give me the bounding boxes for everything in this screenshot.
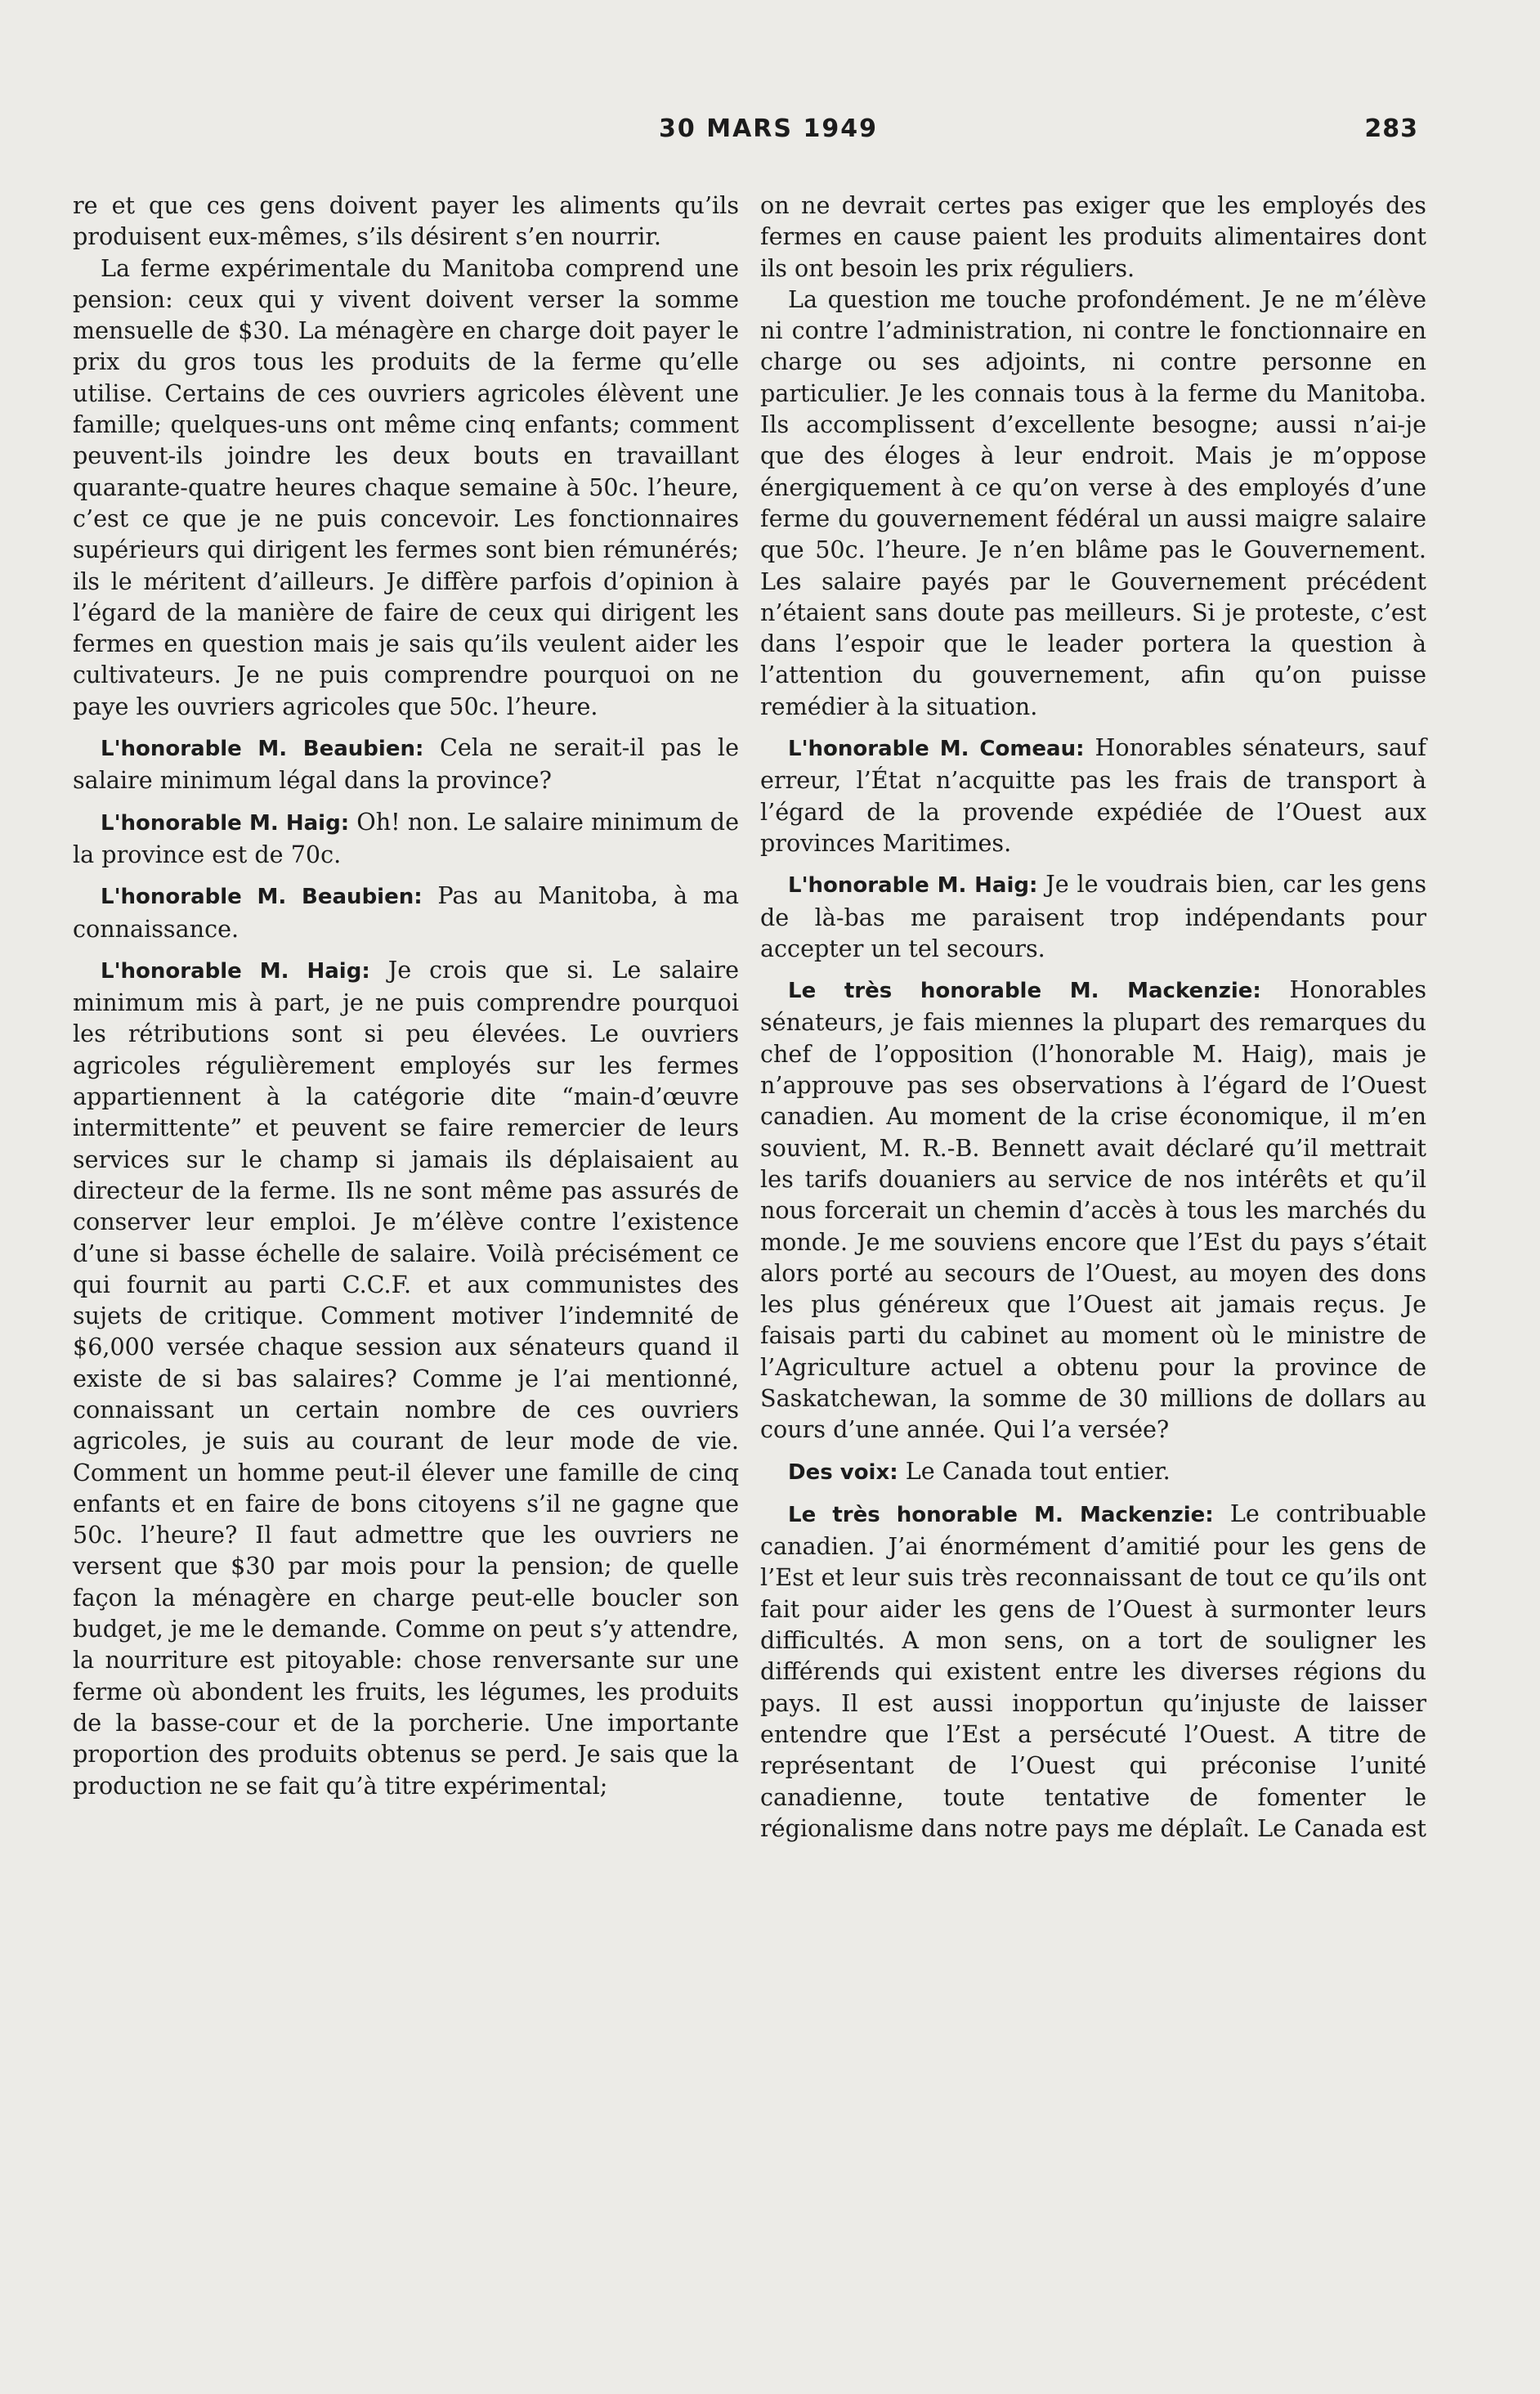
speech-text: Le Canada tout entier. (898, 1456, 1171, 1485)
paragraph-text: La question me touche profondément. Je ne m’élève ni contre l’administration, ni contre le fonctionnaire en charge ou ses adjoints, ni contre personne en particulier. Je les connais tous à la ferme du Manitoba. Ils accomplissent d’excellente besogne; aussi n’ai-je que des éloges à leur endroit. Mais je m’oppose énergiquement à ce qu’on verse à des employés d’une ferme du gouvernement fédéral un aussi maigre salaire que 50c. l’heure. Je n’en blâme pas le Gouvernement. Les salaire payés par le Gouvernement précédent n’étaient sans doute pas meilleurs. Si je proteste, c’est dans l’espoir que le leader portera la question à l’attention du gouvernement, afin qu’on puisse remédier à la situation. (760, 285, 1426, 720)
speech-text: Le contribuable canadien. J’ai énormément d’amitié pour les gens de l’Est et leur suis très reconnaissant de tout ce qu’ils ont fait pour aider les gens de l’Ouest à surmonter leurs difficultés. A mon sens, on a tort de souligner les différends qui existent entre les diverses régions du pays. Il est aussi inopportun qu’injuste de laisser entendre que l’Est a persécuté l’Ouest. A titre de représentant de l’Ouest qui préconise l’unité canadienne, toute tentative de fomenter le régionalisme dans notre pays me déplaît. Le Canada est (760, 1499, 1426, 1842)
speech-text: Je le voudrais bien, car les gens de là-bas me paraisent trop indépendants pour accepter un tel secours. (760, 870, 1427, 962)
right-column (760, 190, 1426, 1844)
page-header (0, 114, 1540, 155)
speech-paragraph (73, 954, 739, 1801)
speech-paragraph (760, 868, 1426, 964)
paragraph-text: La ferme expérimentale du Manitoba comprend une pension: ceux qui y vivent doivent verser la somme mensuelle de $30. La ménagère en charge doit payer le prix du gros tous les produits de la ferme qu’elle utilise. Certains de ces ouvriers agricoles élèvent une famille; quelques-uns ont même cinq enfants; comment peuvent-ils joindre les deux bouts en travaillant quarante-quatre heures chaque semaine à 50c. l’heure, c’est ce que je ne puis concevoir. Les fonctionnaires supérieurs qui dirigent les fermes sont bien rémunérés; ils le méritent d’ailleurs. Je diffère parfois d’opinion à l’égard de la manière de faire de ceux qui dirigent les fermes en question mais je sais qu’ils veulent aider les cultivateurs. Je ne puis comprendre pourquoi on ne paye les ouvriers agricoles que 50c. l’heure. (73, 253, 739, 720)
speaker-name: Des voix: (788, 1459, 898, 1485)
speech-text: Honorables sénateurs, je fais miennes la plupart des remarques du chef de l’opposition (l’honorable M. Haig), mais je n’approuve pas ses observations à l’égard de l’Ouest canadien. Au moment de la crise économique, il m’en souvient, M. R.-B. Bennett avait déclaré qu’il mettrait les tarifs douaniers au service de nos intérêts et qu’il nous forcerait un chemin d’accès à tous les marchés du monde. Je me souviens encore que l’Est du pays s’était alors porté au secours de l’Ouest, au moyen des dons les plus généreux que l’Ouest ait jamais reçus. Je faisais parti du cabinet au moment où le ministre de l’Agriculture actuel a obtenu pour la province de Saskatchewan, la somme de 30 millions de dollars au cours d’une année. Qui l’a versée? (760, 975, 1426, 1444)
speaker-name: Le très honorable M. Mackenzie: (788, 979, 1261, 1004)
speaker-name: L'honorable M. Comeau: (788, 737, 1085, 762)
speech-text: Je crois que si. Le salaire minimum mis à part, je ne puis comprendre pourquoi les rétributions sont si peu élevées. Le ouvriers agricoles régulièrement employés sur les fermes appartiennent à la catégorie dite “main-d’œuvre intermittente” et peuvent se faire remercier de leurs services sur le champ si jamais ils déplaisaient au directeur de la ferme. Ils ne sont même pas assurés de conserver leur emploi. Je m’élève contre l’existence d’une si basse échelle de salaire. Voilà précisément ce qui fournit au parti C.C.F. et aux communistes des sujets de critique. Comment motiver l’indemnité de $6,000 versée chaque session aux sénateurs quand il existe de si bas salaires? Comme je l’ai mentionné, connaissant un certain nombre de ces ouvriers agricoles, je suis au courant de leur mode de vie. Comment un homme peut-il élever une famille de cinq enfants et en faire de bons citoyens s’il ne gagne que 50c. l’heure? Il faut admettre que les ouvriers ne versent que $30 par mois pour la pension; de quelle façon la ménagère en charge peut-elle boucler son budget, je me le demande. Comme on peut s’y attendre, la nourriture est pitoyable: chose renversante sur une ferme où abondent les fruits, les légumes, les produits de la basse-cour et de la porcherie. Une importante proportion des produits obtenus se perd. Je sais que la production ne se fait qu’à titre expérimental; (73, 955, 739, 1800)
speaker-name: L'honorable M. Haig: (788, 873, 1038, 899)
paragraph-text: on ne devrait certes pas exiger que les employés des fermes en cause paient les produits alimentaires dont ils ont besoin les prix réguliers. (760, 191, 1426, 282)
speaker-name: L'honorable M. Haig: (101, 958, 370, 984)
speech-text: Cela ne serait-il pas le salaire minimum légal dans la province? (73, 733, 739, 795)
paragraph (760, 190, 1426, 284)
speech-paragraph (73, 732, 739, 796)
header-date: 30 MARS 1949 (659, 114, 878, 143)
paragraph (760, 284, 1426, 722)
speech-paragraph (73, 806, 739, 871)
paragraph (73, 190, 739, 253)
speech-paragraph (73, 880, 739, 944)
speech-text: Honorables sénateurs, sauf erreur, l’État n’acquitte pas les frais de transport à l’égard de la provende expédiée de l’Ouest aux provinces Maritimes. (760, 733, 1426, 857)
left-column (73, 190, 739, 1801)
speech-paragraph (760, 974, 1426, 1445)
speaker-name: Le très honorable M. Mackenzie: (788, 1502, 1214, 1527)
speech-paragraph (760, 1498, 1426, 1844)
speech-paragraph (760, 732, 1426, 859)
page-number: 283 (1364, 114, 1418, 143)
speech-text: Oh! non. Le salaire minimum de la province est de 70c. (73, 807, 740, 868)
speech-text: Pas au Manitoba, à ma connaissance. (73, 881, 739, 943)
speech-paragraph (760, 1455, 1426, 1488)
speaker-name: L'honorable M. Haig: (101, 810, 350, 836)
paragraph (73, 253, 739, 722)
speaker-name: L'honorable M. Beaubien: (101, 737, 424, 762)
paragraph-text: re et que ces gens doivent payer les aliments qu’ils produisent eux-mêmes, s’ils désirent s’en nourrir. (73, 191, 739, 251)
speaker-name: L'honorable M. Beaubien: (101, 885, 423, 910)
